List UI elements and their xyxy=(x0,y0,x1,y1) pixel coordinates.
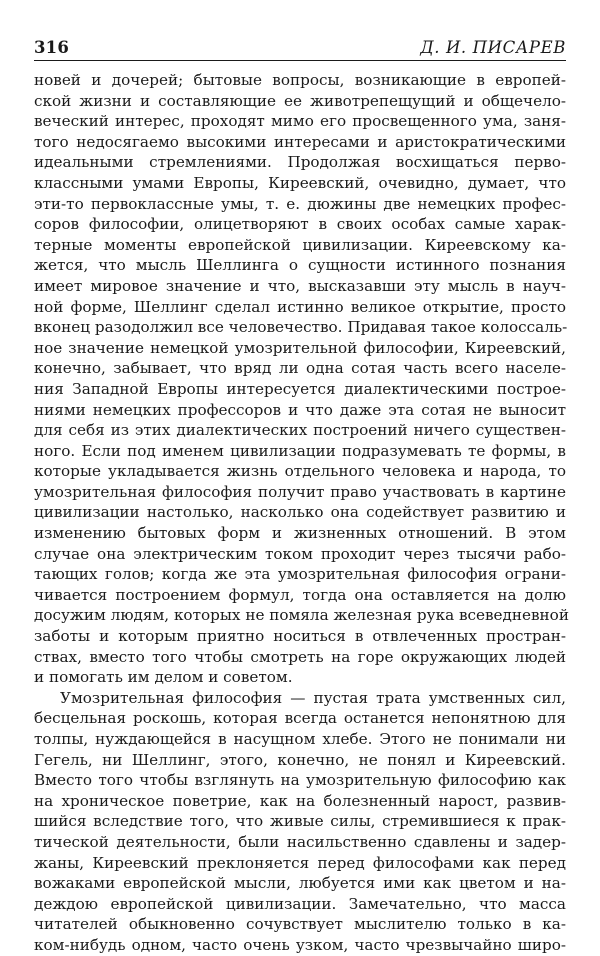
text-line: ком-нибудь одном, часто очень узком, часто чрезвычайно широ- xyxy=(34,935,566,954)
text-line: того недосягаемо высокими интересами и аристократическими xyxy=(34,132,566,151)
text-line: заботы и которым приятно носиться в отвлеченных простран- xyxy=(34,627,566,646)
text-line: жаны, Киреевский преклоняется перед философами как перед xyxy=(34,853,566,872)
text-line: Умозрительная философия — пустая трата умственных сил, xyxy=(60,688,566,707)
text-line: толпы, нуждающейся в насущном хлебе. Этого не понимали ни xyxy=(34,730,566,748)
text-line: для себя из этих диалектических построений ничего существен- xyxy=(34,421,566,440)
text-line: изменению бытовых форм и жизненных отношений. В этом xyxy=(34,524,566,543)
text-line: на хроническое поветрие, как на болезненный нарост, развив- xyxy=(34,791,566,810)
text-line: читателей обыкновенно сочувствует мыслителю только в ка- xyxy=(34,915,566,934)
text-line: умозрительная философия получит право участвовать в картине xyxy=(34,482,566,501)
text-line: конечно, забывает, что вряд ли одна сотая часть всего населе- xyxy=(34,359,566,378)
text-line: и помогать им делом и советом. xyxy=(34,668,293,687)
text-line: Гегель, ни Шеллинг, этого, конечно, не понял и Киреевский. xyxy=(34,750,566,769)
text-line: жется, что мысль Шеллинга о сущности истинного познания xyxy=(34,256,566,275)
text-line: цивилизации настолько, насколько она содействует развитию и xyxy=(34,503,566,522)
text-line: тической деятельности, были насильственно сдавлены и задер- xyxy=(34,832,566,851)
text-line: досужим людям, которых не помяла железная рука всеведневной xyxy=(34,606,569,625)
paragraphs xyxy=(34,70,569,956)
text-line: вожаками европейской мысли, любуется ими как цветом и на- xyxy=(34,874,566,893)
text-line: эти-то первоклассные умы, т. е. дюжины две немецких профес- xyxy=(34,194,566,213)
text-line: ного. Если под именем цивилизации подразумевать те формы, в xyxy=(34,441,566,460)
text-line: идеальными стремлениями. Продолжая восхищаться перво- xyxy=(34,153,566,172)
page-number: 316 xyxy=(34,38,70,57)
text-line: ния Западной Европы интересуется диалектическими построе- xyxy=(34,379,566,398)
text-line: веческий интерес, проходят мимо его просвещенного ума, заня- xyxy=(34,112,566,131)
text-line: чивается построением формул, тогда она оставляется на долю xyxy=(34,585,566,604)
text-line: соров философии, олицетворяют в своих особах самые харак- xyxy=(34,215,566,234)
text-line: ной форме, Шеллинг сделал истинно великое открытие, просто xyxy=(34,297,566,316)
running-head-author: Д. И. ПИСАРЕВ xyxy=(420,38,566,57)
paragraph xyxy=(34,688,566,956)
page-header xyxy=(34,38,566,61)
text-line: вконец разодолжил все человечество. Придавая такое колоссаль- xyxy=(34,318,568,337)
text-line: терные моменты европейской цивилизации. Киреевскому ка- xyxy=(34,235,566,254)
body-text xyxy=(34,70,569,956)
text-line: классными умами Европы, Киреевский, очевидно, думает, что xyxy=(34,173,566,192)
text-line: тающих голов; когда же эта умозрительная философия ограни- xyxy=(34,565,566,584)
text-line: имеет мировое значение и что, высказавши эту мысль в науч- xyxy=(34,276,566,295)
text-line: случае она электрическим током проходит через тысячи рабо- xyxy=(34,544,566,563)
text-line: деждою европейской цивилизации. Замечательно, что масса xyxy=(34,894,566,913)
text-line: ниями немецких профессоров и что даже эта сотая не выносит xyxy=(34,400,566,419)
paragraph xyxy=(34,70,569,688)
text-line: которые укладывается жизнь отдельного человека и народа, то xyxy=(34,462,566,481)
text-line: Вместо того чтобы взглянуть на умозрительную философию как xyxy=(34,771,566,790)
text-line: бесцельная роскошь, которая всегда останется непонятною для xyxy=(34,709,566,728)
text-line: ствах, вместо того чтобы смотреть на горе окружающих людей xyxy=(34,647,566,666)
text-line: ской жизни и составляющие ее животрепещущий и общечело- xyxy=(34,91,566,110)
text-line: шийся вследствие того, что живые силы, стремившиеся к прак- xyxy=(34,812,566,831)
text-line: новей и дочерей; бытовые вопросы, возникающие в европей- xyxy=(34,71,566,89)
text-line: ное значение немецкой умозрительной философии, Киреевский, xyxy=(34,338,566,357)
